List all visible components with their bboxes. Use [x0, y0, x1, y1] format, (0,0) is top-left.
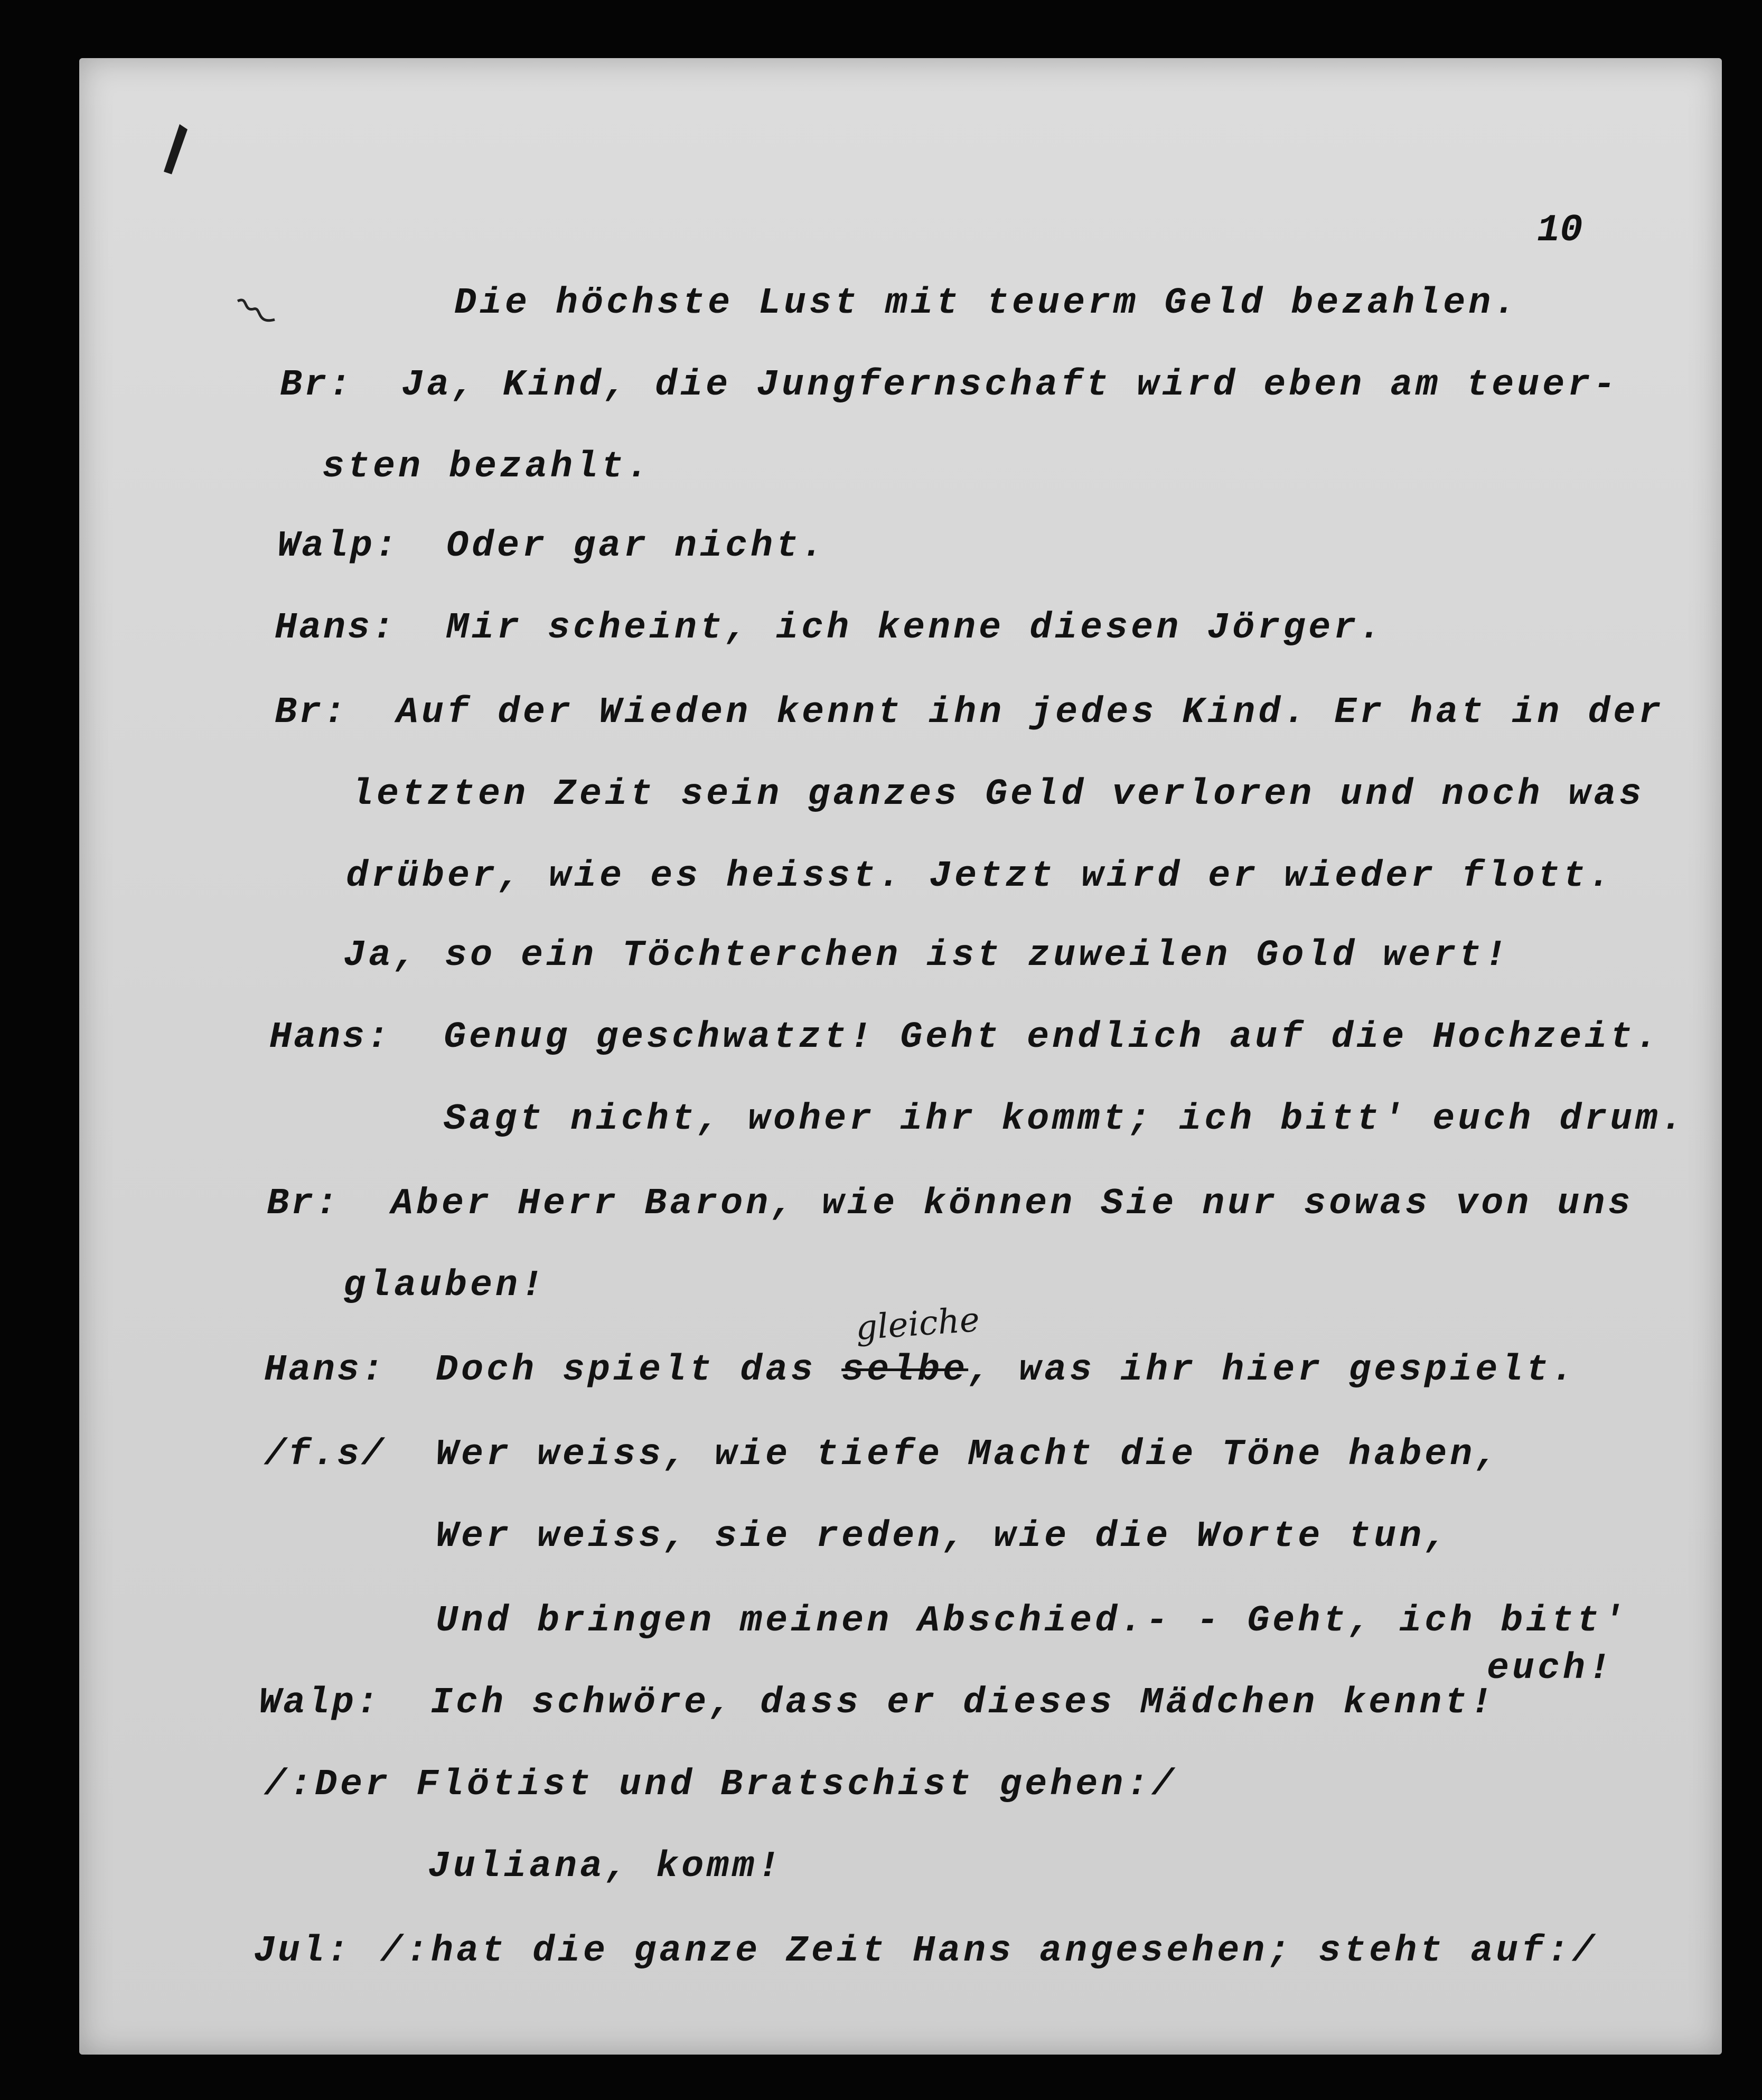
text-line: euch! — [1487, 1648, 1614, 1690]
text-line: letzten Zeit sein ganzes Geld verloren und noch was — [351, 774, 1645, 815]
text-line: Auf der Wieden kennt ihn jedes Kind. Er hat in der — [396, 692, 1664, 734]
speaker-walp: Walp: — [277, 526, 399, 567]
text-line: Oder gar nicht. — [446, 526, 827, 567]
text-line-corrected — [436, 1349, 1577, 1391]
speaker-jul: Jul: — [254, 1930, 351, 1972]
text-line: Aber Herr Baron, wie können Sie nur sowas von uns — [391, 1183, 1634, 1225]
speaker-br: Br: — [267, 1183, 340, 1225]
stage-direction: /:hat die ganze Zeit Hans angesehen; steht auf:/ — [380, 1930, 1598, 1972]
text-line: Juliana, komm! — [428, 1846, 783, 1888]
text-line: Ja, Kind, die Jungfernschaft wird eben am teuer- — [401, 364, 1619, 406]
speaker-walp: Walp: — [259, 1682, 381, 1724]
text-line: Wer weiss, wie tiefe Macht die Töne haben, — [436, 1434, 1501, 1476]
text-line: Sagt nicht, woher ihr kommt; ich bitt' euch drum. — [444, 1099, 1686, 1140]
pencil-mark-icon — [148, 119, 201, 182]
page-number: 10 — [1537, 209, 1583, 252]
stage-direction: /:Der Flötist und Bratschist gehen:/ — [264, 1764, 1177, 1806]
text-line: Und bringen meinen Abschied.- - Geht, ich bitt' — [436, 1600, 1628, 1642]
stage-note-fs: /f.s/ — [264, 1434, 386, 1476]
speaker-hans: Hans: — [275, 607, 397, 649]
text-line: Die höchste Lust mit teuerm Geld bezahlen. — [454, 283, 1520, 324]
struck-word: selbe — [841, 1349, 969, 1391]
text-line: glauben! — [343, 1265, 547, 1307]
text-line: Genug geschwatzt! Geht endlich auf die Hochzeit. — [444, 1017, 1661, 1058]
text-line: Ich schwöre, dass er dieses Mädchen kennt! — [430, 1682, 1496, 1724]
speaker-hans: Hans: — [269, 1017, 391, 1058]
speaker-br: Br: — [280, 364, 353, 406]
text-line: Mir scheint, ich kenne diesen Jörger. — [446, 607, 1385, 649]
margin-squiggle-icon — [232, 293, 280, 330]
handwritten-correction: gleiche — [854, 1300, 981, 1348]
speaker-hans: Hans: — [264, 1349, 386, 1391]
text-line: Wer weiss, sie reden, wie die Worte tun, — [436, 1516, 1450, 1558]
text-segment: , was ihr hier gespielt. — [968, 1349, 1577, 1391]
speaker-br: Br: — [275, 692, 348, 734]
text-segment: Doch spielt das — [436, 1349, 842, 1391]
text-line: drüber, wie es heisst. Jetzt wird er wieder flott. — [346, 856, 1614, 897]
text-line: Ja, so ein Töchterchen ist zuweilen Gold wert! — [343, 935, 1510, 977]
text-line: sten bezahlt. — [322, 446, 652, 488]
